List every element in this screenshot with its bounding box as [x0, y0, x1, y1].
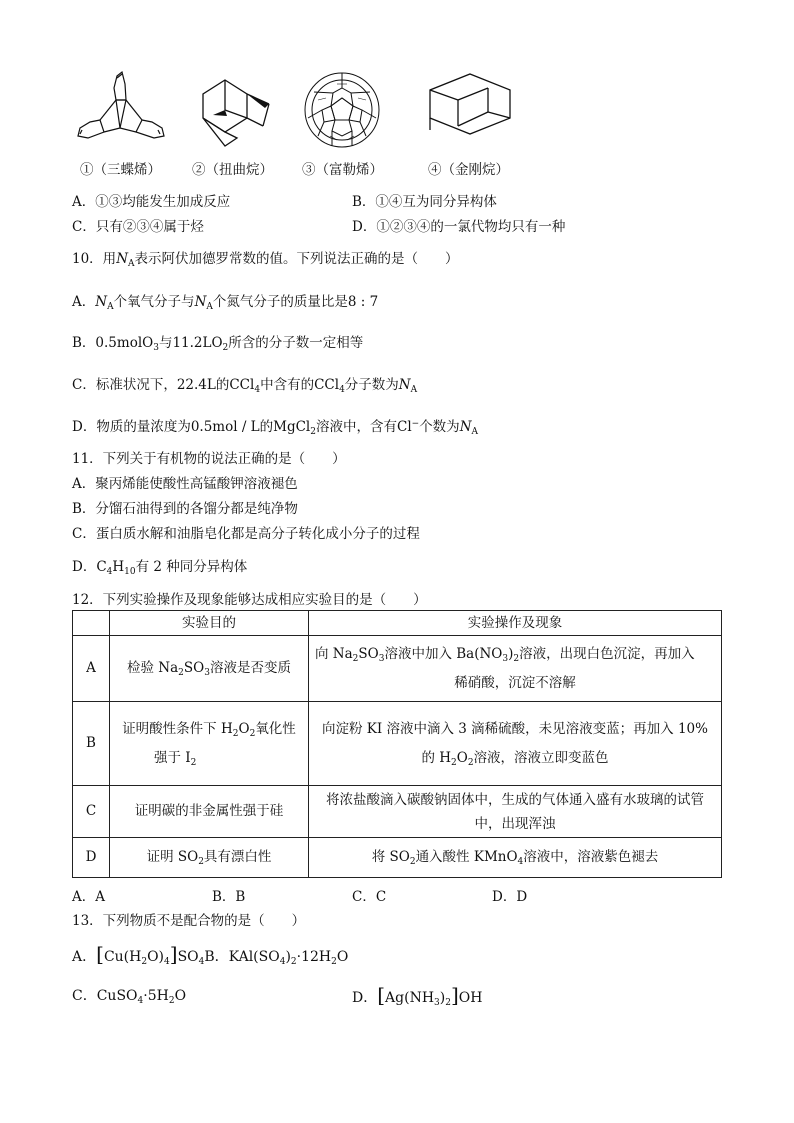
row-key: D [73, 838, 110, 878]
table-row [73, 702, 722, 786]
q13-options-ab: A．$[Cu(H_2O)_4]SO_4B$．$KAl(SO_4)_2\cdot 12H_2O$ [72, 942, 349, 967]
q11-option-b: B．分馏石油得到的各馏分都是纯净物 [72, 501, 298, 517]
molecule-label-4: ④（金刚烷） [428, 162, 509, 178]
row-operation: 向淀粉 KI 溶液中滴入 3 滴稀硫酸，未见溶液变蓝；再加入 10% 的 $H_2O_2$溶液，溶液立即变蓝色 [309, 702, 722, 786]
table-row [73, 636, 722, 702]
row-purpose: 证明碳的非金属性强于硅 [110, 786, 309, 838]
q12-answer-c: C．C [352, 889, 387, 905]
molecule-label-1: ①（三蝶烯） [80, 162, 161, 178]
q11-option-d: D．$C_4H_{10}$有 2 种同分异构体 [72, 559, 248, 577]
q9-option-c: C．只有②③④属于烃 [72, 219, 204, 235]
twistane-structure [185, 70, 280, 155]
q12-answer-d: D．D [492, 889, 528, 905]
q10-option-b: B．0.5molO$_3$与$11.2LO_2$所含的分子数一定相等 [72, 335, 364, 353]
fullerene-structure [302, 70, 382, 150]
table-header-row [73, 611, 722, 636]
q13-option-c: C．$CuSO_4\cdot 5H_2O$ [72, 988, 187, 1006]
molecule-label-2: ②（扭曲烷） [192, 162, 273, 178]
q11-option-c: C．蛋白质水解和油脂皂化都是高分子转化成小分子的过程 [72, 526, 420, 542]
q10-option-c: C．标准状况下，22.4L的CCl$_4$中含有的CCl$_4$分子数为$N_A$ [72, 377, 418, 395]
row-key: B [73, 702, 110, 786]
row-key: A [73, 636, 110, 702]
q9-option-b: B．①④互为同分异构体 [352, 194, 497, 210]
row-operation: 向 $Na_2SO_3$溶液中加入 $Ba(NO_3)_2$溶液，出现白色沉淀，再加入 稀硝酸，沉淀不溶解 [309, 636, 722, 702]
row-operation: 将 $SO_2$通入酸性 KMnO$_4$溶液中，溶液紫色褪去 [309, 838, 722, 878]
q12-answer-a: A．A [72, 889, 105, 905]
table-row [73, 838, 722, 878]
q9-option-a: A．①③均能发生加成反应 [72, 194, 231, 210]
q10-stem: 10．用$N_A$表示阿伏加德罗常数的值。下列说法正确的是（ ） [72, 251, 459, 269]
q13-stem: 13．下列物质不是配合物的是（ ） [72, 913, 306, 929]
q10-option-a: A．$N_A$个氧气分子与$N_A$个氮气分子的质量比是8 : 7 [72, 294, 379, 312]
row-purpose: 证明 $SO_2$具有漂白性 [110, 838, 309, 878]
experiment-table [72, 610, 722, 878]
adamantane-structure [422, 70, 522, 155]
q12-stem: 12．下列实验操作及现象能够达成相应实验目的是（ ） [72, 592, 427, 608]
triptycene-structure [70, 70, 170, 155]
table-header-purpose: 实验目的 [110, 611, 309, 636]
table-header-blank [73, 611, 110, 636]
molecule-label-3: ③（富勒烯） [302, 162, 383, 178]
q11-option-a: A．聚丙烯能使酸性高锰酸钾溶液褪色 [72, 476, 298, 492]
q12-answer-b: B．B [212, 889, 246, 905]
row-purpose: 证明酸性条件下 $H_2O_2$氧化性 强于 $I_2$ [110, 702, 309, 786]
q9-option-d: D．①②③④的一氯代物均只有一种 [352, 219, 566, 235]
molecule-figures [70, 70, 550, 160]
q10-option-d: D．物质的量浓度为0.5mol / L的MgCl$_2$溶液中，含有Cl−个数为$N_A$ [72, 419, 478, 437]
table-header-operation: 实验操作及现象 [309, 611, 722, 636]
row-purpose: 检验 $Na_2SO_3$溶液是否变质 [110, 636, 309, 702]
row-operation: 将浓盐酸滴入碳酸钠固体中，生成的气体通入盛有水玻璃的试管 中，出现浑浊 [309, 786, 722, 838]
table-row [73, 786, 722, 838]
row-key: C [73, 786, 110, 838]
q11-stem: 11．下列关于有机物的说法正确的是（ ） [72, 451, 346, 467]
q13-option-d: D．$[Ag(NH_3)_2]OH$ [352, 983, 483, 1008]
